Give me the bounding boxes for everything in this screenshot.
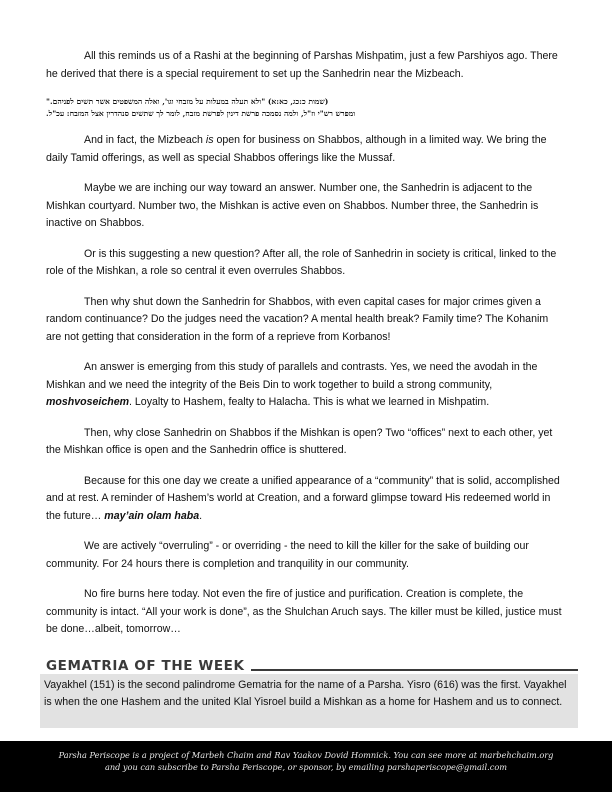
hebrew-citation-line-1: (שמות כ:כג, כא:א) "ולא תעלה במעלות על מזבחי וגו', ואלה המשפטים אשר תשים לפניהם." — [46, 97, 329, 106]
paragraph-2-text-b: open for business on Shabbos, although in a limited way. We bring the daily Tamid offerings, as well as special Shabbos offerings like the Mussaf. — [46, 134, 547, 164]
paragraph-8-emphasis: may’ain olam haba — [104, 509, 200, 522]
paragraph-7: Then, why close Sanhedrin on Shabbos if the Mishkan is open? Two “offices” next to each other, yet the Mishkan office is open and the Sanhedrin office is shuttered. — [46, 426, 553, 456]
hebrew-citation — [46, 96, 566, 120]
paragraph-2 — [46, 132, 566, 167]
footer-text — [0, 741, 612, 773]
paragraph-1: All this reminds us of a Rashi at the beginning of Parshas Mishpatim, just a few Parshiyos ago. There he derived that there is a special requirement to set up the Sanhedrin near the Mizbeach. — [46, 50, 558, 80]
gematria-text: Vayakhel (151) is the second palindrome Gematria for the name of a Parsha. Yisro (616) was the first. Vayakhel is when the one Hashem and the united Klal Yisroel build a Mishkan as a home for Hashem and us to connect. — [44, 679, 567, 708]
paragraph-2-text-a: And in fact, the Mizbeach — [84, 134, 206, 146]
paragraph-5: Then why shut down the Sanhedrin for Shabbos, with even capital cases for major crimes given a random continuance? Do the judges need the vacation? A mental health break? Family time? The Kohanim are not getting that consideration in the form of a reprieve from Korbanos! — [46, 295, 549, 343]
paragraph-6-emphasis: moshvoseichem — [46, 396, 130, 408]
paragraph-4: Or is this suggesting a new question? After all, the role of Sanhedrin in society is critical, linked to the role of the Mishkan, a role so central it even overrules Shabbos. — [46, 247, 557, 277]
paragraph-6-text-a: An answer is emerging from this study of parallels and contrasts. Yes, we need the avodah in the Mishkan and we need the integrity of the Beis Din to work together to build a strong community, — [46, 361, 538, 391]
paragraph-8-text-b: . — [199, 509, 203, 522]
paragraph-10: No fire burns here today. Not even the fire of justice and purification. Creation is complete, the community is intact. “All your work is done”, as the Shulchan Aruch says. The killer must be killed, justice must be done…albeit, tomorrow… — [46, 588, 562, 635]
gematria-box — [40, 674, 578, 728]
paragraph-3: Maybe we are inching our way toward an answer. Number one, the Sanhedrin is adjacent to the Mishkan courtyard. Number two, the Mishkan is active even on Shabbos. Number three, the Sanhedrin is inactive on Shabbos. — [46, 182, 539, 229]
gematria-section-header — [46, 656, 578, 674]
article-body — [46, 48, 566, 652]
paragraph-6 — [46, 359, 566, 412]
gematria-title: GEMATRIA OF THE WEEK — [46, 658, 245, 674]
gematria-divider — [251, 669, 578, 671]
hebrew-citation-line-2: ומפרש רש"י וז"ל, ולמה נסמכה פרשת דינין לפרשת מזבח, לומר לך שתשים סנהדרין אצל המזבח: עכ"ל. — [46, 109, 356, 118]
paragraph-8 — [46, 473, 566, 526]
paragraph-2-emphasis: is — [205, 134, 214, 146]
paragraph-6-text-b: . Loyalty to Hashem, fealty to Halacha. This is what we learned in Mishpatim. — [129, 396, 490, 408]
footer-line-1: Parsha Periscope is a project of Marbeh Chaim and Rav Yaakov Dovid Homnick. You can see more at marbehchaim.org — [58, 750, 554, 760]
footer-banner — [0, 741, 612, 792]
paragraph-8-text-a: Because for this one day we create a unified appearance of a “community” that is solid, accomplished and at rest. A reminder of Hashem’s world at Creation, and a forward glimpse toward His redeemed world in the future… — [46, 474, 560, 522]
paragraph-9: We are actively “overruling” - or overriding - the need to kill the killer for the sake of building our community. For 24 hours there is completion and tranquility in our community. — [46, 540, 529, 570]
footer-line-2: and you can subscribe to Parsha Periscope, or sponsor, by emailing parshaperiscope@gmail.com — [104, 762, 508, 772]
